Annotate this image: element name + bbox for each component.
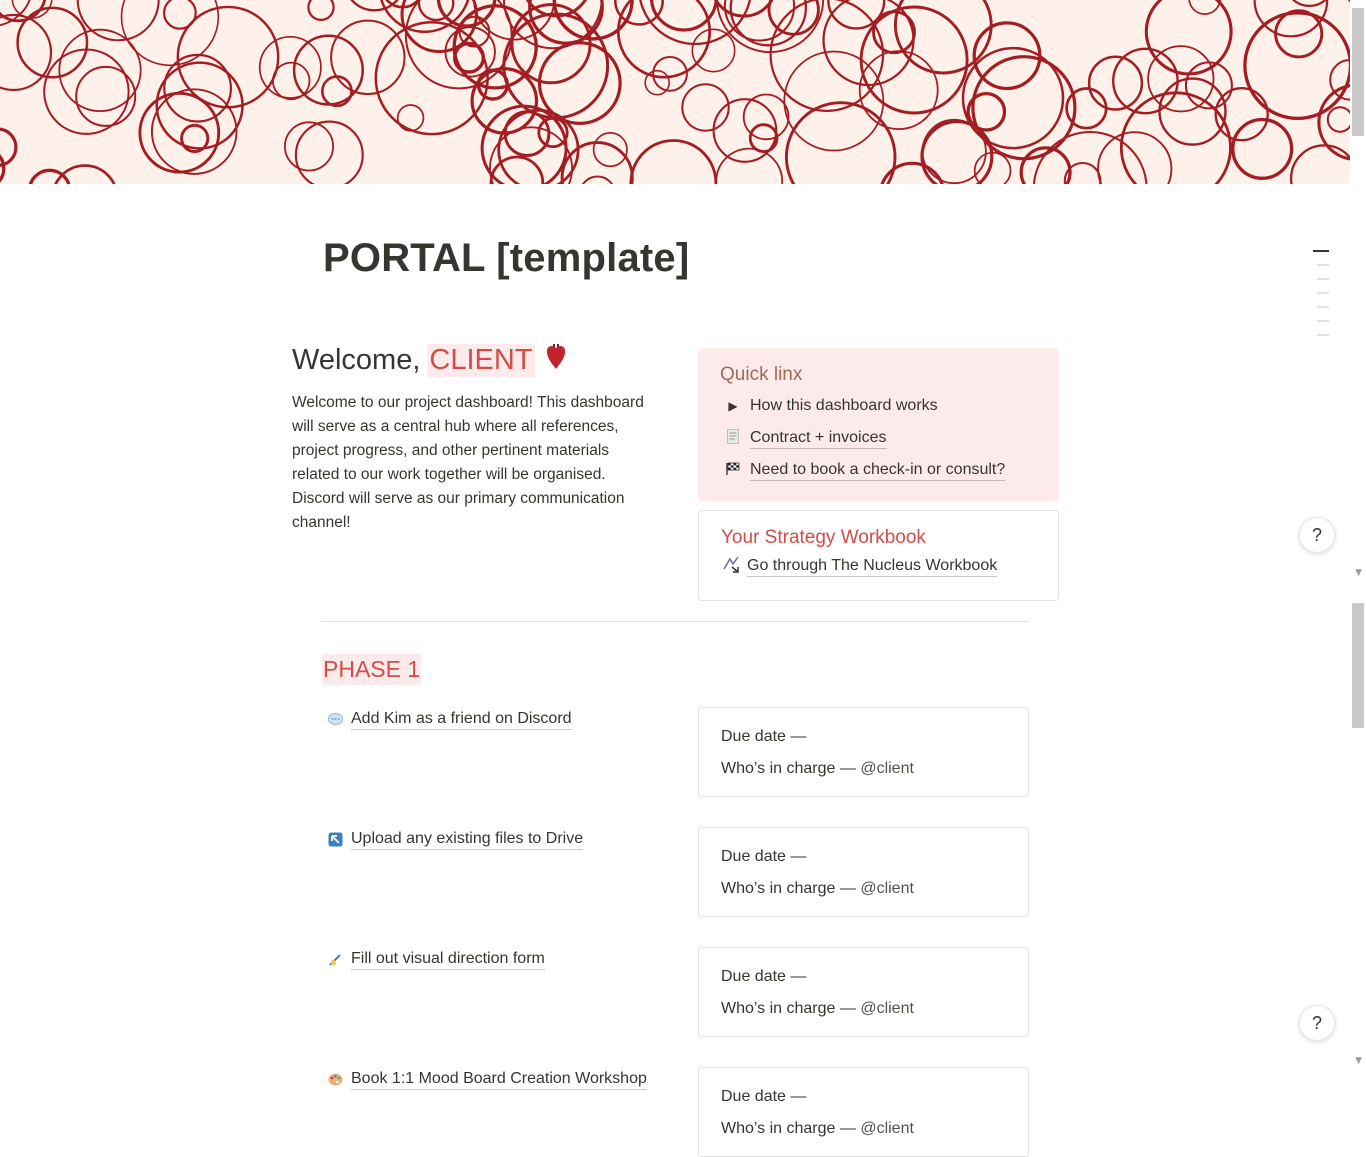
cover-bubble (692, 29, 734, 71)
toc-line[interactable] (1317, 278, 1329, 280)
cover-bubble (331, 21, 404, 94)
cover-bubble (260, 37, 321, 98)
strategy-workbook-card (698, 510, 1059, 601)
table-of-contents-minimap[interactable] (1313, 250, 1329, 348)
quick-links-heading: Quick linx (720, 364, 803, 385)
scrollbar[interactable] (1350, 0, 1366, 1093)
cover-bubble (398, 105, 424, 131)
task-link[interactable] (326, 949, 545, 970)
quick-link-label[interactable]: Need to book a check-in or consult? (750, 460, 1005, 481)
due-date-label: Due date — (721, 968, 807, 985)
cover-bubble (1148, 46, 1213, 111)
help-button[interactable] (1299, 1005, 1335, 1041)
task-details-card (698, 1067, 1029, 1157)
cover-bubble (716, 149, 782, 184)
cover-bubble (631, 141, 716, 185)
in-charge-mention[interactable]: @client (860, 760, 914, 777)
cover-bubble (861, 7, 967, 113)
cover-bubble (164, 55, 231, 122)
cover-bubble (296, 122, 363, 184)
strategy-heading: Your Strategy Workbook (721, 527, 926, 548)
workbook-link-icon (721, 555, 741, 577)
in-charge-row (721, 1118, 1006, 1150)
quick-link-item[interactable] (720, 422, 1037, 454)
cover-bubble (53, 166, 118, 184)
cover-bubble (580, 177, 615, 185)
help-label: ? (1311, 524, 1322, 545)
welcome-heading (292, 344, 652, 377)
task-label[interactable]: Upload any existing files to Drive (351, 829, 583, 850)
phase-heading: PHASE 1 (322, 654, 421, 685)
cover-bubble (1328, 107, 1350, 131)
scrollbar-thumb-top[interactable] (1352, 8, 1364, 136)
document-icon (724, 429, 742, 447)
quick-links-callout (698, 348, 1059, 501)
in-charge-row (721, 998, 1006, 1030)
client-name: CLIENT (429, 344, 533, 376)
toc-line[interactable] (1313, 250, 1329, 252)
quick-link-label[interactable]: How this dashboard works (750, 397, 938, 414)
anatomical-heart-icon (545, 344, 567, 377)
task-link[interactable] (326, 709, 572, 730)
task-label[interactable]: Add Kim as a friend on Discord (351, 709, 572, 730)
cover-bubble (1067, 89, 1107, 129)
task-label[interactable]: Book 1:1 Mood Board Creation Workshop (351, 1069, 647, 1090)
writing-hand-icon (326, 951, 344, 969)
cover-bubble (1276, 11, 1322, 57)
in-charge-label: Who’s in charge — (721, 1120, 856, 1137)
help-label: ? (1311, 1012, 1322, 1033)
due-date-label: Due date — (721, 1088, 807, 1105)
cover-image[interactable] (0, 0, 1350, 184)
cover-bubble (0, 0, 33, 26)
cover-bubble (76, 67, 135, 126)
cover-bubble (0, 15, 51, 90)
task-details-card (698, 707, 1029, 797)
cover-bubble (786, 103, 895, 184)
cover-bubble (594, 133, 627, 166)
in-charge-label: Who’s in charge — (721, 1000, 856, 1017)
toc-line[interactable] (1317, 334, 1329, 336)
cover-bubble (1121, 93, 1230, 184)
in-charge-row (721, 878, 1006, 910)
task-link[interactable] (326, 829, 583, 850)
in-charge-row (721, 758, 1006, 790)
cover-bubble (1216, 88, 1268, 140)
palette-icon (326, 1071, 344, 1089)
cover-bubble (1098, 132, 1171, 184)
due-date-label: Due date — (721, 728, 807, 745)
cover-bubble (308, 0, 333, 20)
checkered-flag-icon (724, 462, 742, 479)
speech-bubble-icon (326, 711, 344, 729)
toc-line[interactable] (1317, 320, 1329, 322)
help-button[interactable] (1299, 517, 1335, 553)
scroll-down-arrow-icon[interactable]: ▼ (1355, 568, 1362, 578)
cover-bubble (1189, 0, 1220, 14)
in-charge-mention[interactable]: @client (860, 1000, 914, 1017)
welcome-greeting: Welcome, (292, 344, 421, 376)
bubble-pattern-illustration (0, 0, 1350, 184)
cover-bubble (164, 0, 196, 29)
due-date-row (721, 966, 1006, 998)
due-date-row (721, 846, 1006, 878)
strategy-link[interactable] (721, 555, 1036, 577)
task-link[interactable] (326, 1069, 647, 1090)
cover-bubble (1343, 0, 1351, 9)
arrow-up-left-icon (326, 831, 344, 849)
cover-bubble (1245, 13, 1350, 119)
toc-line[interactable] (1317, 306, 1329, 308)
quick-link-label[interactable]: Contract + invoices (750, 428, 887, 449)
divider (321, 621, 1029, 622)
cover-bubble (1089, 57, 1142, 110)
strategy-link-label[interactable]: Go through The Nucleus Workbook (747, 556, 997, 577)
toc-line[interactable] (1317, 292, 1329, 294)
quick-link-item[interactable] (720, 390, 1037, 422)
task-label[interactable]: Fill out visual direction form (351, 949, 545, 970)
task-details-card (698, 827, 1029, 917)
due-date-row (721, 1086, 1006, 1118)
quick-link-item[interactable] (720, 454, 1037, 486)
in-charge-label: Who’s in charge — (721, 760, 856, 777)
due-date-row (721, 726, 1006, 758)
page-title[interactable]: PORTAL [template] (323, 236, 690, 280)
cover-bubble (1319, 85, 1350, 159)
cover-bubble (923, 120, 986, 183)
welcome-body: Welcome to our project dashboard! This dashboard will serve as a central hub where all references, project progress, and other pertinent materials related to our work together will be organised. Discord will serve as our primary communication channel! (292, 394, 644, 531)
toggle-triangle-icon[interactable]: ▶ (728, 399, 738, 413)
cover-bubble (973, 57, 1075, 159)
cover-bubble (322, 77, 351, 106)
cover-bubble (1291, 145, 1350, 184)
scroll-down-arrow-icon[interactable]: ▼ (1355, 1056, 1362, 1066)
welcome-section (292, 344, 652, 535)
due-date-label: Due date — (721, 848, 807, 865)
cover-bubble (682, 84, 728, 130)
scrollbar-thumb[interactable] (1352, 603, 1364, 728)
in-charge-mention[interactable]: @client (860, 1120, 914, 1137)
toc-line[interactable] (1317, 264, 1329, 266)
in-charge-mention[interactable]: @client (860, 880, 914, 897)
cover-bubble (44, 49, 128, 133)
in-charge-label: Who’s in charge — (721, 880, 856, 897)
cover-bubble (1146, 0, 1231, 74)
task-details-card (698, 947, 1029, 1037)
